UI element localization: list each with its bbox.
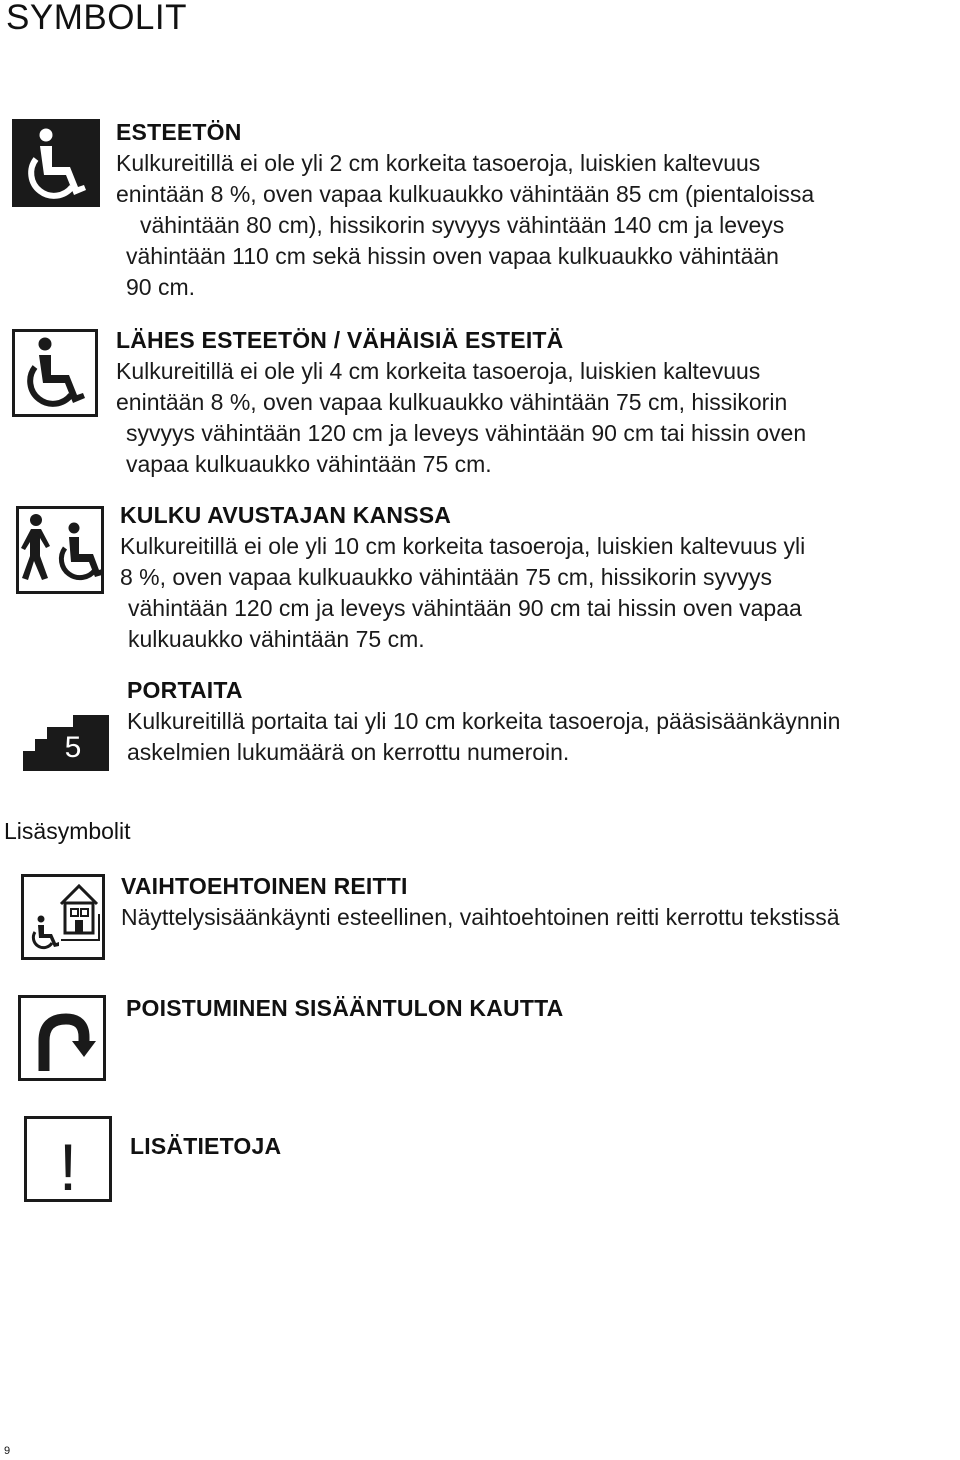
entry-title: POISTUMINEN SISÄÄNTULON KAUTTA xyxy=(126,995,564,1021)
entry-title: LISÄTIETOJA xyxy=(130,1133,282,1159)
stairs-number: 5 xyxy=(64,731,82,764)
symbol-entry-vaihtoehtoinen-reitti xyxy=(121,871,839,933)
entry-title: ESTEETÖN xyxy=(116,119,242,145)
wheelchair-outline-icon xyxy=(12,329,98,417)
symbol-entry-portaita xyxy=(127,675,840,768)
alternative-route-icon xyxy=(21,874,105,960)
page-number: 9 xyxy=(4,1445,11,1457)
exclamation-icon xyxy=(24,1116,112,1202)
symbol-entry-poistuminen xyxy=(126,993,563,1024)
symbol-entry-lahes-esteeton xyxy=(116,325,806,480)
symbol-entry-esteeton xyxy=(116,117,814,303)
entry-title: LÄHES ESTEETÖN / VÄHÄISIÄ ESTEITÄ xyxy=(116,327,564,353)
additional-symbols-heading: Lisäsymbolit xyxy=(4,818,131,844)
page-title: SYMBOLIT xyxy=(6,0,187,37)
symbol-entry-kulku-avustajan-kanssa xyxy=(120,500,805,655)
entry-description: Kulkureitillä ei ole yli 4 cm korkeita tasoeroja, luiskien kaltevuus enintään 8 %, oven vapaa kulkuaukko vähintään 75 cm, hissikorin syvyys vähintään 120 cm ja leveys vähintään 90 cm tai hissin oven vapaa kulkuaukko vähintään 75 cm. xyxy=(116,358,807,477)
entry-description: Kulkureitillä portaita tai yli 10 cm korkeita tasoeroja, pääsisäänkäynnin askelmien lukumäärä on kerrottu numeroin. xyxy=(127,708,841,765)
return-arrow-icon xyxy=(18,995,106,1081)
entry-title: PORTAITA xyxy=(127,677,243,703)
entry-description: Näyttelysisäänkäynti esteellinen, vaihtoehtoinen reitti kerrottu tekstissä xyxy=(121,904,840,930)
entry-title: VAIHTOEHTOINEN REITTI xyxy=(121,873,408,899)
wheelchair-icon xyxy=(12,119,100,207)
assistant-wheelchair-icon xyxy=(16,506,104,594)
entry-description: Kulkureitillä ei ole yli 10 cm korkeita tasoeroja, luiskien kaltevuus yli 8 %, oven vapaa kulkuaukko vähintään 75 cm, hissikorin syvyys vähintään 120 cm ja leveys vähintään 90 cm tai hissin oven vapaa kulkuaukko vähintään 75 cm. xyxy=(120,533,806,652)
entry-description: Kulkureitillä ei ole yli 2 cm korkeita tasoeroja, luiskien kaltevuus enintään 8 %, oven vapaa kulkuaukko vähintään 85 cm (pientaloissa vähintään 80 cm), hissikorin syvyys vähintään 140 cm ja leveys vähintään 110 cm sekä hissin oven vapaa kulkuaukko vähintään 90 cm. xyxy=(116,150,815,300)
stairs-icon xyxy=(23,685,109,771)
entry-title: KULKU AVUSTAJAN KANSSA xyxy=(120,502,452,528)
exclamation-mark: ! xyxy=(58,1130,78,1202)
symbol-entry-lisatietoja xyxy=(130,1131,281,1162)
